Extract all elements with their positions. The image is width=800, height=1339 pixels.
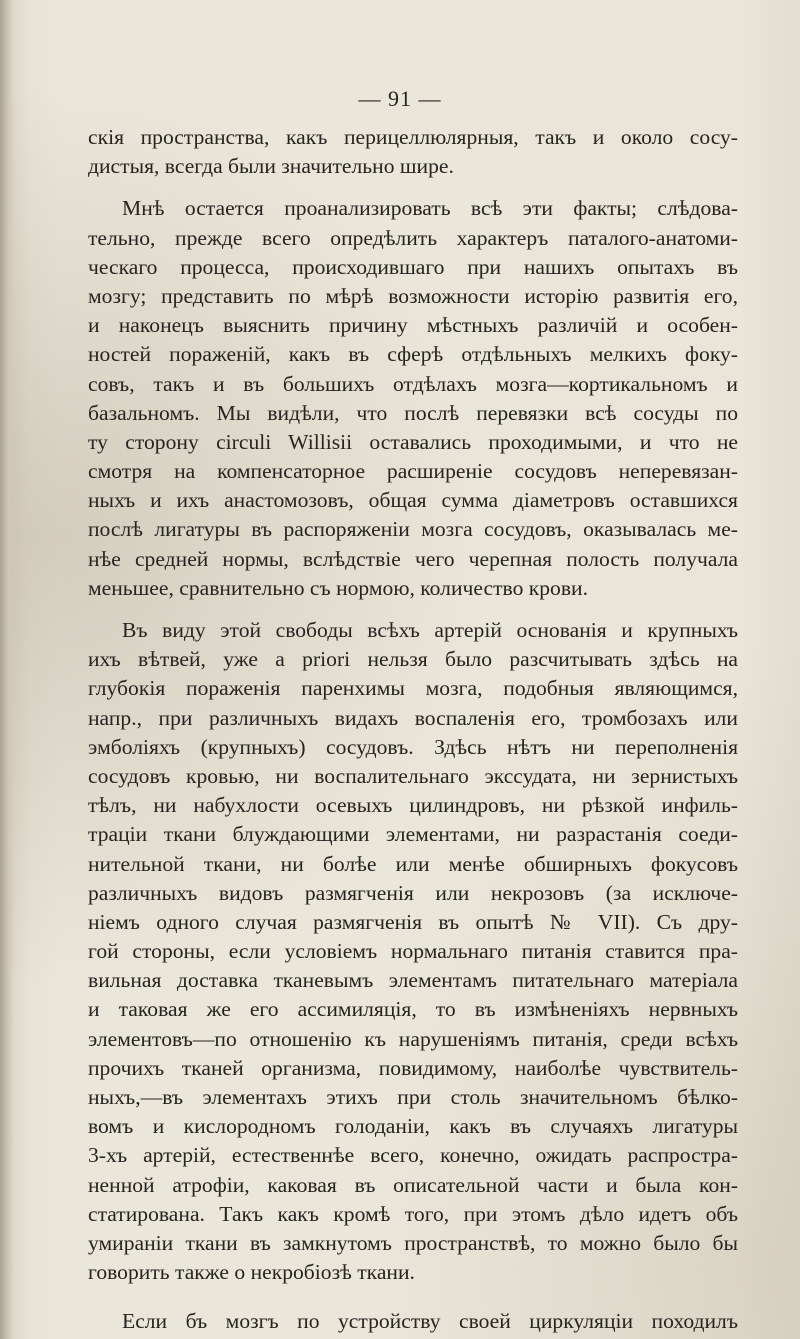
- text-line: ностей пораженій, какъ въ сферѣ отдѣльныхъ мелкихъ фоку-: [88, 342, 738, 367]
- paragraph-spacer: [88, 1287, 738, 1307]
- text-line: скія пространства, какъ перицеллюлярныя, такъ и около сосу-: [88, 125, 738, 149]
- text-line: ихъ вѣтвей, уже a priori нельзя было разсчитывать здѣсь на: [88, 647, 738, 672]
- text-line: и наконецъ выяснить причину мѣстныхъ различій и особен-: [88, 313, 738, 338]
- text-line: гой стороны, если условіемъ нормальнаго питанія ставится пра-: [88, 939, 738, 964]
- text-line: различныхъ видовъ размягченія или некрозовъ (за исключе-: [88, 880, 738, 905]
- text-line: послѣ лигатуры въ распоряженіи мозга сосудовъ, оказывалась ме-: [88, 517, 738, 542]
- paragraph: [88, 194, 738, 603]
- body-text: [88, 123, 738, 1337]
- text-line: умираніи ткани въ замкнутомъ пространствѣ, то можно было бы: [88, 1230, 738, 1255]
- text-line: ныхъ и ихъ анастомозовъ, общая сумма діаметровъ оставшихся: [88, 488, 738, 513]
- text-line: сосудовъ кровью, ни воспалительнаго экссудата, ни зернистыхъ: [88, 763, 738, 788]
- text-line: мозгу; представить по мѣрѣ возможности исторію развитія его,: [88, 283, 738, 308]
- text-line: меньшее, сравнительно съ нормою, количество крови.: [88, 575, 588, 600]
- text-line: напр., при различныхъ видахъ воспаленія его, тромбозахъ или: [88, 705, 738, 730]
- binding-edge: [0, 0, 14, 1339]
- text-line: ту сторону circuli Willisii оставались проходимыми, и что не: [88, 429, 738, 454]
- text-line: тѣлъ, ни набухлости осевыхъ цилиндровъ, ни рѣзкой инфиль-: [88, 793, 738, 818]
- text-line: говорить также о некробіозѣ ткани.: [88, 1260, 415, 1285]
- text-line: тельно, прежде всего опредѣлить характеръ паталого-анатоми-: [88, 225, 738, 250]
- text-line: Въ виду этой свободы всѣхъ артерій основанія и крупныхъ: [122, 618, 738, 642]
- paragraph: [88, 616, 738, 1287]
- text-line: ненной атрофіи, каковая въ описательной части и была кон-: [88, 1172, 738, 1197]
- text-line: эмболіяхъ (крупныхъ) сосудовъ. Здѣсь нѣтъ ни переполненія: [88, 734, 738, 759]
- text-line: нительной ткани, ни болѣе или менѣе обширныхъ фокусовъ: [88, 851, 738, 876]
- text-line: элементовъ—по отношенію къ нарушеніямъ питанія, среди всѣхъ: [88, 1026, 738, 1051]
- text-line: прочихъ тканей организма, повидимому, наиболѣе чувствитель-: [88, 1055, 738, 1080]
- text-line: ческаго процесса, происходившаго при нашихъ опытахъ въ: [88, 254, 738, 279]
- text-line: совъ, такъ и въ большихъ отдѣлахъ мозга—кортикальномъ и: [88, 371, 738, 396]
- text-line: 3-хъ артерій, естественнѣе всего, конечно, ожидать распростра-: [88, 1143, 738, 1168]
- text-line: ніемъ одного случая размягченія въ опытѣ № VII). Съ дру-: [88, 909, 738, 934]
- text-line: ныхъ,—въ элементахъ этихъ при столь значительномъ бѣлко-: [88, 1085, 738, 1109]
- text-line: траціи ткани блуждающими элементами, ни разрастанія соеди-: [88, 822, 738, 847]
- text-line: дистыя, всегда были значительно шире.: [88, 154, 454, 179]
- page-number: — 91 —: [358, 86, 442, 111]
- text-line: статирована. Такъ какъ кромѣ того, при этомъ дѣло идетъ объ: [88, 1201, 738, 1226]
- paragraph-spacer: [88, 181, 738, 194]
- paragraph: [88, 123, 738, 181]
- text-line: Мнѣ остается проанализировать всѣ эти факты; слѣдова-: [122, 196, 738, 221]
- text-line: смотря на компенсаторное расширеніе сосудовъ неперевязан-: [88, 459, 738, 484]
- text-line: глубокія пораженія паренхимы мозга, подобныя являющимся,: [88, 676, 738, 701]
- text-line: базальномъ. Мы видѣли, что послѣ перевязки всѣ сосуды по: [88, 400, 738, 425]
- text-line: и таковая же его ассимиляція, то въ измѣненіяхъ нервныхъ: [88, 997, 738, 1022]
- text-line: Если бъ мозгъ по устройству своей циркуляціи походилъ: [122, 1309, 738, 1334]
- text-line: нѣе средней нормы, вслѣдствіе чего черепная полость получала: [88, 546, 738, 571]
- paragraph: [88, 1307, 738, 1336]
- paragraph-spacer: [88, 603, 738, 616]
- text-line: вильная доставка тканевымъ элементамъ питательнаго матеріала: [88, 968, 738, 993]
- text-line: вомъ и кислородномъ голоданіи, какъ въ случаяхъ лигатуры: [88, 1114, 738, 1139]
